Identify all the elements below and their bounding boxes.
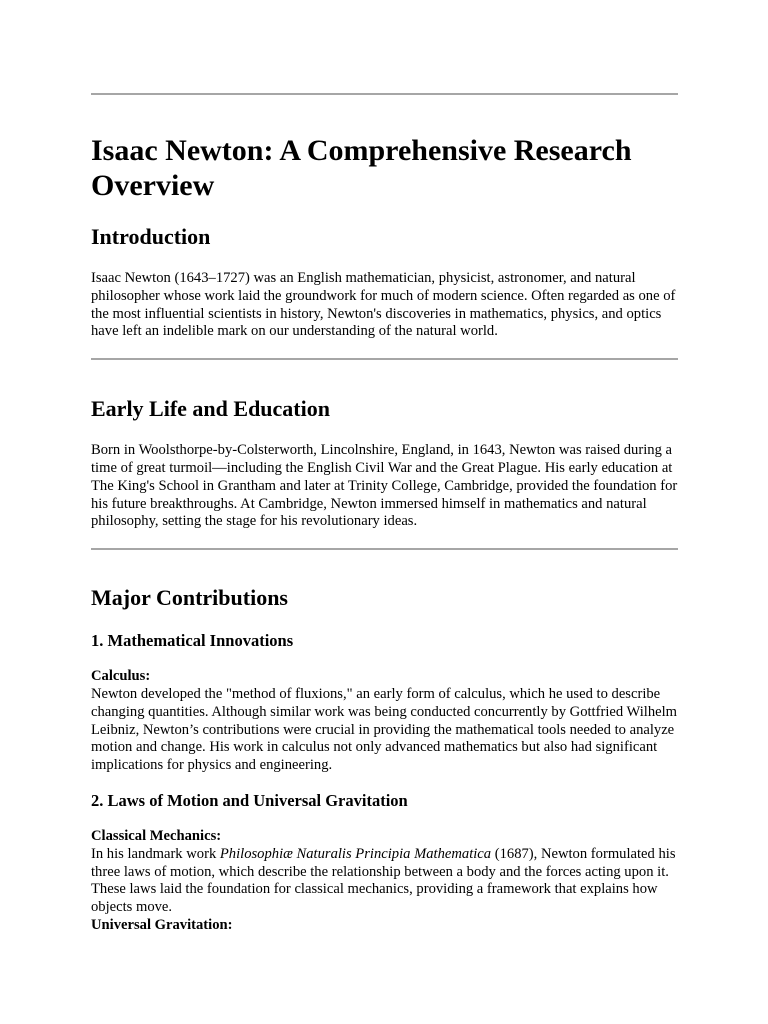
introduction-paragraph: Isaac Newton (1643–1727) was an English mathematician, physicist, astronomer, and natural philosopher whose work laid the groundwork for much of modern science. Often regarded as one of the most influential scientists in history, Newton's discoveries in mathematics, physics, and optics have left an indelible mark on our understanding of the natural world. — [91, 270, 676, 340]
calculus-block — [91, 668, 678, 775]
introduction-divider — [91, 358, 678, 360]
introduction-heading: Introduction — [91, 224, 211, 249]
early-life-divider — [91, 548, 678, 550]
early-life-heading: Early Life and Education — [91, 396, 330, 422]
early-life-paragraph: Born in Woolsthorpe-by-Colsterworth, Lincolnshire, England, in 1643, Newton was raised during a time of great turmoil—including the English Civil War and the Great Plague. His early education at The King's School in Grantham and later at Trinity College, Cambridge, provided the foundation for his future breakthroughs. At Cambridge, Newton immersed himself in mathematics and natural philosophy, setting the stage for his revolutionary ideas. — [91, 442, 678, 530]
gravitation-label: Universal Gravitation: — [91, 916, 233, 933]
mechanics-text-after: (1687), Newton formulated his three laws of motion, which describe the relationship between a body and the forces acting upon it. These laws laid the foundation for classical mechanics, providing a framework that explains how objects move. — [91, 845, 676, 916]
calculus-text: Newton developed the "method of fluxions," an early form of calculus, which he used to describe changing quantities. Although similar work was being conducted concurrently by Gottfried Wilhelm Leibniz, Newton’s contributions were crucial in providing the mathematical tools needed to analyze motion and change. His work in calculus not only advanced mathematics but also had significant implications for physics and engineering. — [91, 685, 678, 774]
mechanics-label: Classical Mechanics: — [91, 827, 222, 844]
calculus-label: Calculus: — [91, 668, 151, 685]
principia-title: Philosophiæ Naturalis Principia Mathematica — [219, 845, 492, 862]
document-content — [91, 93, 678, 935]
mechanics-text-before: In his landmark work — [91, 845, 220, 862]
page-title: Isaac Newton: A Comprehensive Research Overview — [91, 134, 632, 202]
contributions-heading: Major Contributions — [91, 585, 288, 611]
top-divider — [91, 93, 678, 95]
math-innovations-heading: 1. Mathematical Innovations — [91, 631, 294, 651]
motion-gravitation-heading: 2. Laws of Motion and Universal Gravitation — [91, 790, 408, 810]
mechanics-block — [91, 828, 678, 935]
